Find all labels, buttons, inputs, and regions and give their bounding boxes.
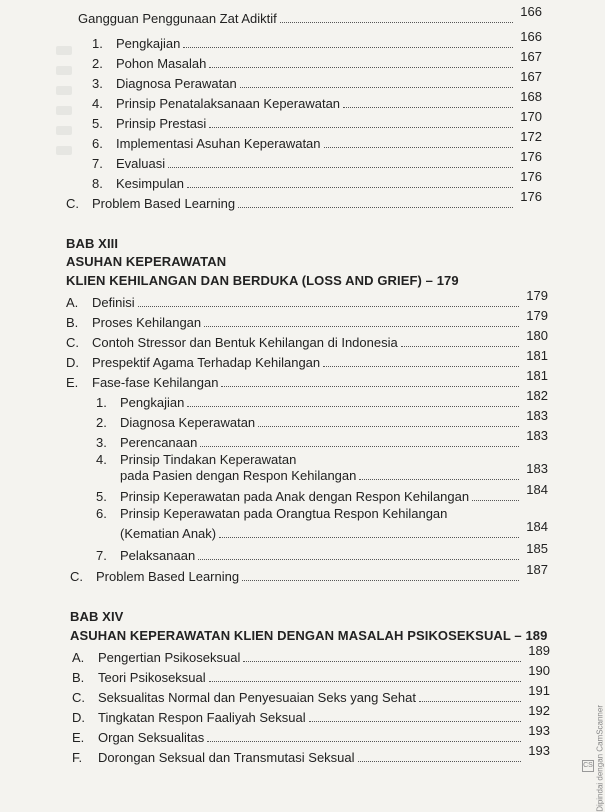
dot-leader (200, 445, 519, 447)
entry-title: Prinsip Prestasi (116, 116, 207, 131)
entry-page: 167 (520, 49, 542, 64)
dot-leader (209, 680, 521, 682)
toc-entry[interactable] (96, 410, 548, 430)
dot-leader (204, 325, 519, 327)
dot-leader (419, 700, 521, 702)
toc-entry[interactable] (92, 171, 542, 191)
dot-leader (343, 106, 513, 108)
dot-leader (401, 345, 519, 347)
entry-title: Problem Based Learning (92, 196, 236, 211)
entry-page: 191 (528, 683, 550, 698)
entry-title: Proses Kehilangan (92, 315, 202, 330)
toc-entry[interactable] (66, 350, 548, 370)
chapter-label: BAB XIV (70, 609, 124, 624)
entry-page: 176 (520, 189, 542, 204)
entry-number: 3. (96, 435, 107, 450)
entry-number: 8. (92, 176, 103, 191)
entry-title: Kesimpulan (116, 176, 184, 191)
dot-leader (207, 740, 521, 742)
toc-entry[interactable] (72, 745, 550, 765)
entry-title: Teori Psikoseksual (98, 670, 206, 685)
toc-entry[interactable] (96, 430, 548, 450)
dot-leader (209, 126, 513, 128)
dot-leader (243, 660, 521, 662)
toc-entry[interactable] (120, 521, 548, 541)
toc-entry[interactable] (66, 191, 542, 211)
entry-title: Dorongan Seksual dan Transmutasi Seksual (98, 750, 355, 765)
entry-title: Perencanaan (120, 435, 198, 450)
entry-number: 5. (92, 116, 103, 131)
toc-entry[interactable] (70, 564, 548, 584)
entry-number: 7. (92, 156, 103, 171)
entry-page: 176 (520, 149, 542, 164)
toc-entry-line[interactable] (96, 503, 548, 521)
entry-title: Prinsip Keperawatan pada Anak dengan Respon Kehilangan (120, 489, 470, 504)
entry-letter: E. (72, 730, 85, 745)
entry-letter: B. (72, 670, 85, 685)
toc-entry[interactable] (66, 330, 548, 350)
entry-title: Diagnosa Perawatan (116, 76, 237, 91)
entry-number: 1. (96, 395, 107, 410)
scanner-watermark: Dipindai dengan CamScanner (596, 705, 605, 812)
entry-title: Pelaksanaan (120, 548, 196, 563)
dot-leader (309, 720, 521, 722)
dot-leader (324, 146, 513, 148)
entry-title-cont: pada Pasien dengan Respon Kehilangan (120, 468, 357, 483)
entry-page: 187 (526, 562, 548, 577)
entry-page: 170 (520, 109, 542, 124)
dot-leader (138, 305, 519, 307)
entry-page: 183 (526, 428, 548, 443)
toc-entry[interactable] (96, 543, 548, 563)
entry-letter: A. (72, 650, 85, 665)
dot-leader (240, 86, 513, 88)
entry-title: Implementasi Asuhan Keperawatan (116, 136, 321, 151)
toc-entry[interactable] (96, 484, 548, 504)
entry-title: Tingkatan Respon Faaliyah Seksual (98, 710, 306, 725)
bleed-mark (56, 46, 72, 55)
entry-page: 166 (520, 4, 542, 19)
bleed-mark (56, 86, 72, 95)
entry-number: 7. (96, 548, 107, 563)
chapter-title: ASUHAN KEPERAWATAN KLIEN DENGAN MASALAH PSIKOSEKSUAL – 189 (70, 628, 548, 643)
toc-entry[interactable] (92, 131, 542, 151)
entry-page: 172 (520, 129, 542, 144)
entry-page: 167 (520, 69, 542, 84)
entry-title: Pengkajian (116, 36, 181, 51)
entry-title: Prinsip Tindakan Keperawatan (120, 452, 297, 467)
entry-page: 181 (526, 368, 548, 383)
entry-page: 184 (526, 482, 548, 497)
toc-entry[interactable] (66, 310, 548, 330)
toc-entry[interactable] (72, 685, 550, 705)
entry-page: 189 (528, 643, 550, 658)
toc-entry[interactable] (66, 290, 548, 310)
dot-leader (258, 425, 519, 427)
entry-title: Prespektif Agama Terhadap Kehilangan (92, 355, 321, 370)
toc-entry[interactable] (72, 705, 550, 725)
entry-number: 3. (92, 76, 103, 91)
toc-entry[interactable] (72, 725, 550, 745)
dot-leader (221, 385, 519, 387)
toc-entry[interactable] (120, 463, 548, 483)
entry-page: 181 (526, 348, 548, 363)
toc-entry[interactable] (72, 665, 550, 685)
dot-leader (187, 186, 513, 188)
toc-entry[interactable] (66, 370, 548, 390)
entry-letter: B. (66, 315, 79, 330)
entry-letter: C. (66, 196, 79, 211)
entry-letter: C. (72, 690, 85, 705)
dot-leader (472, 499, 519, 501)
entry-letter: F. (72, 750, 83, 765)
entry-number: 2. (92, 56, 103, 71)
bleed-mark (56, 106, 72, 115)
entry-title: Fase-fase Kehilangan (92, 375, 219, 390)
dot-leader (238, 206, 513, 208)
toc-entry[interactable] (92, 151, 542, 171)
entry-letter: D. (66, 355, 79, 370)
entry-number: 6. (92, 136, 103, 151)
entry-number: 1. (92, 36, 103, 51)
entry-title: Gangguan Penggunaan Zat Adiktif (78, 11, 277, 26)
entry-letter: C. (66, 335, 79, 350)
entry-title: Pohon Masalah (116, 56, 207, 71)
entry-page: 176 (520, 169, 542, 184)
chapter-label: BAB XIII (66, 236, 119, 251)
entry-title: Diagnosa Keperawatan (120, 415, 256, 430)
entry-letter: E. (66, 375, 79, 390)
dot-leader (242, 579, 519, 581)
entry-title: Prinsip Penatalaksanaan Keperawatan (116, 96, 341, 111)
entry-title: Contoh Stressor dan Bentuk Kehilangan di Indonesia (92, 335, 398, 350)
entry-page: 193 (528, 743, 550, 758)
dot-leader (187, 405, 519, 407)
camscanner-icon: CS (582, 760, 594, 772)
toc-entry[interactable] (96, 390, 548, 410)
entry-letter: C. (70, 569, 83, 584)
toc-entry[interactable] (92, 71, 542, 91)
entry-page: 182 (526, 388, 548, 403)
entry-page: 185 (526, 541, 548, 556)
dot-leader (183, 46, 513, 48)
entry-page: 184 (526, 519, 548, 534)
entry-page: 179 (526, 308, 548, 323)
dot-leader (209, 66, 513, 68)
entry-page: 168 (520, 89, 542, 104)
dot-leader (168, 166, 513, 168)
dot-leader (280, 21, 513, 23)
entry-title-cont: (Kematian Anak) (120, 526, 217, 541)
entry-number: 4. (92, 96, 103, 111)
entry-title: Pengkajian (120, 395, 185, 410)
entry-title: Seksualitas Normal dan Penyesuaian Seks yang Sehat (98, 690, 416, 705)
bleed-mark (56, 66, 72, 75)
bleed-mark (56, 126, 72, 135)
toc-entry[interactable] (72, 645, 550, 665)
dot-leader (219, 536, 519, 538)
entry-title: Prinsip Keperawatan pada Orangtua Respon Kehilangan (120, 506, 448, 521)
entry-page: 183 (526, 408, 548, 423)
toc-entry[interactable] (92, 51, 542, 71)
bleed-mark (56, 146, 72, 155)
toc-entry[interactable] (92, 31, 542, 51)
entry-title: Pengertian Psikoseksual (98, 650, 241, 665)
entry-title: Evaluasi (116, 156, 166, 171)
entry-page: 193 (528, 723, 550, 738)
entry-page: 190 (528, 663, 550, 678)
entry-letter: A. (66, 295, 79, 310)
entry-title: Organ Seksualitas (98, 730, 205, 745)
toc-entry[interactable] (92, 91, 542, 111)
entry-title: Problem Based Learning (96, 569, 240, 584)
entry-page: 180 (526, 328, 548, 343)
entry-number: 5. (96, 489, 107, 504)
entry-page: 183 (526, 461, 548, 476)
dot-leader (358, 760, 521, 762)
entry-page: 192 (528, 703, 550, 718)
dot-leader (359, 478, 519, 480)
entry-page: 166 (520, 29, 542, 44)
dot-leader (323, 365, 519, 367)
entry-title: Definisi (92, 295, 135, 310)
dot-leader (198, 558, 519, 560)
chapter-title: KLIEN KEHILANGAN DAN BERDUKA (LOSS AND GRIEF) – 179 (66, 273, 459, 288)
toc-entry[interactable] (78, 6, 542, 26)
entry-number: 6. (96, 506, 107, 521)
chapter-title: ASUHAN KEPERAWATAN (66, 254, 227, 269)
toc-entry[interactable] (92, 111, 542, 131)
entry-number: 2. (96, 415, 107, 430)
entry-page: 179 (526, 288, 548, 303)
entry-number: 4. (96, 452, 107, 467)
entry-letter: D. (72, 710, 85, 725)
